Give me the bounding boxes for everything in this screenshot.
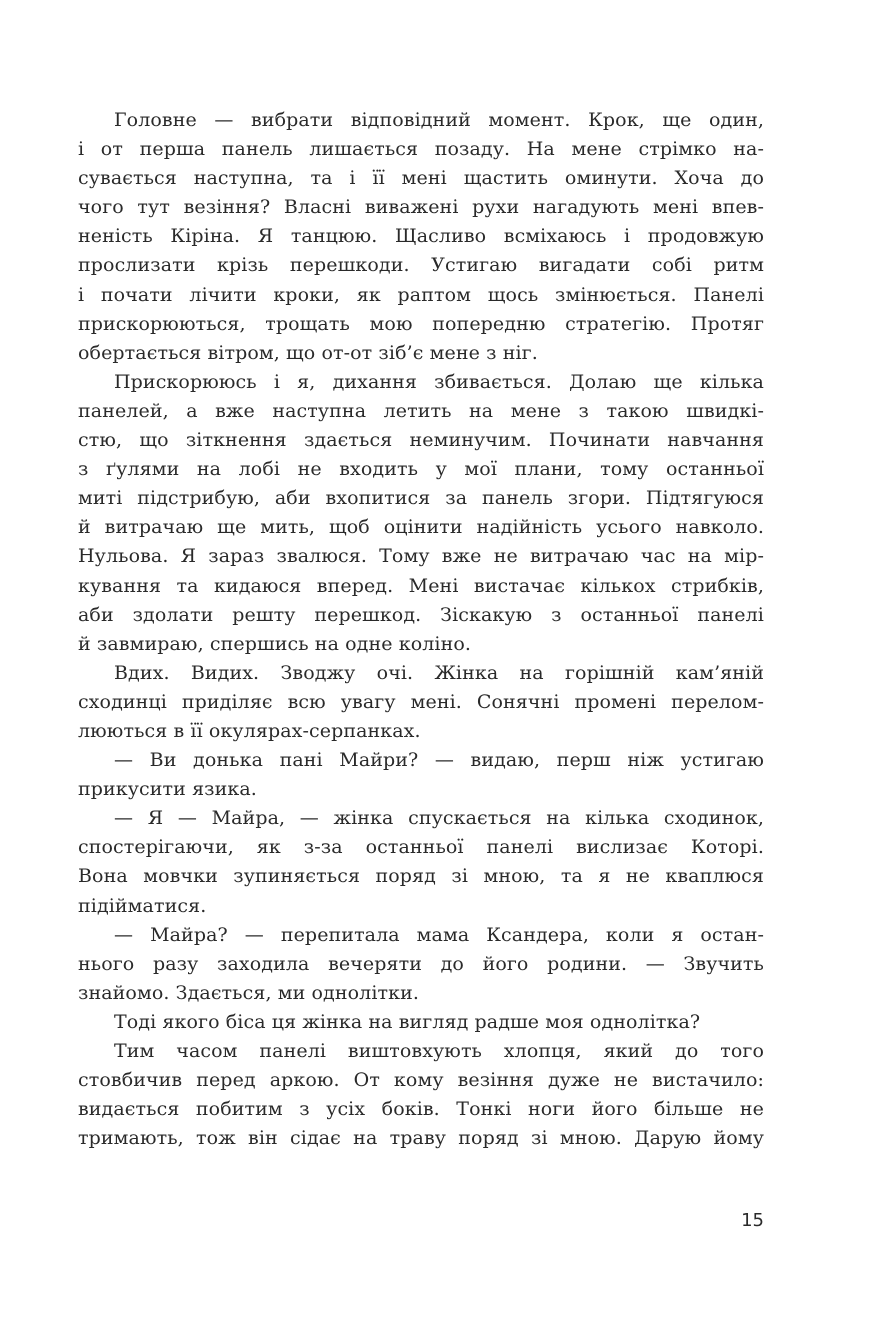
text-line: прикусити язика. [78, 778, 257, 801]
text-line: підійматися. [78, 894, 207, 917]
paragraph [78, 659, 764, 746]
text-line: аби здолати решту перешкод. Зіскакую з останньої панелі [78, 603, 764, 626]
text-line: люються в її окулярах-серпанках. [78, 719, 421, 742]
text-line: обертається вітром, що от-от зіб’є мене з ніг. [78, 341, 538, 364]
text-line: видається побитим з усіх боків. Тонкі ноги його більше не [78, 1098, 764, 1121]
paragraph [78, 804, 764, 920]
text-line: Нульова. Я зараз звалюся. Тому вже не витрачаю час на мір- [78, 545, 764, 568]
text-line: Прискорююсь і я, дихання збивається. Долаю ще кілька [114, 370, 764, 393]
text-line: стовбичив перед аркою. От кому везіння дуже не вистачило: [78, 1069, 764, 1092]
paragraph [78, 106, 764, 368]
text-line: панелей, а вже наступна летить на мене з такою швидкі- [78, 399, 764, 422]
text-line: стю, що зіткнення здається неминучим. Починати навчання [78, 429, 764, 452]
text-line: Вдих. Видих. Зводжу очі. Жінка на горішній кам’яній [114, 661, 764, 684]
text-line: і от перша панель лишається позаду. На мене стрімко на- [78, 138, 764, 161]
text-line: — Майра? — перепитала мама Ксандера, коли я остан- [114, 923, 764, 946]
text-line: й завмираю, спершись на одне коліно. [78, 632, 472, 655]
text-line: Головне — вибрати відповідний момент. Крок, ще один, [114, 109, 764, 131]
text-line: кування та кидаюся вперед. Мені вистачає кількох стрибків, [78, 574, 764, 597]
paragraph [78, 368, 764, 659]
page-number: 15 [741, 1210, 764, 1231]
text-line: — Ви донька пані Майри? — видаю, перш ніж устигаю [114, 749, 764, 772]
text-line: тримають, тож він сідає на траву поряд зі мною. Дарую йому [78, 1127, 764, 1150]
paragraph [78, 746, 764, 804]
text-line: з ґулями на лобі не входить у мої плани, тому останньої [78, 458, 764, 481]
text-line: прослизати крізь перешкоди. Устигаю вигадати собі ритм [78, 254, 764, 277]
text-line: нього разу заходила вечеряти до його родини. — Звучить [78, 952, 764, 975]
text-line: сходинці приділяє всю увагу мені. Сонячні промені перелом- [78, 690, 764, 713]
text-line: — Я — Майра, — жінка спускається на кілька сходинок, [114, 807, 764, 830]
text-line: Вона мовчки зупиняється поряд зі мною, та я не кваплюся [78, 865, 764, 888]
text-line: прискорюються, трощать мою попередню стратегію. Протяг [78, 312, 764, 335]
text-line: знайомо. Здається, ми однолітки. [78, 981, 419, 1004]
paragraph [78, 1008, 764, 1037]
text-line: сувається наступна, та і її мені щастить оминути. Хоча до [78, 167, 764, 190]
text-line: чого тут везіння? Власні виважені рухи нагадують мені впев- [78, 196, 764, 219]
text-line: спостерігаючи, як з-за останньої панелі вислизає Которі. [78, 836, 764, 859]
paragraph [78, 1037, 764, 1153]
paragraph [78, 921, 764, 1008]
text-line: і почати лічити кроки, як раптом щось змінюється. Панелі [78, 283, 764, 306]
text-line: Тоді якого біса ця жінка на вигляд радше моя однолітка? [114, 1010, 701, 1033]
text-line: Тим часом панелі виштовхують хлопця, який до того [114, 1040, 764, 1062]
text-line: неність Кіріна. Я танцюю. Щасливо всміхаюсь і продовжую [78, 225, 764, 248]
text-line: миті підстрибую, аби вхопитися за панель згори. Підтягуюся [78, 487, 764, 510]
text-line: й витрачаю ще мить, щоб оцінити надійність усього навколо. [78, 516, 764, 539]
body-text [78, 106, 764, 1153]
